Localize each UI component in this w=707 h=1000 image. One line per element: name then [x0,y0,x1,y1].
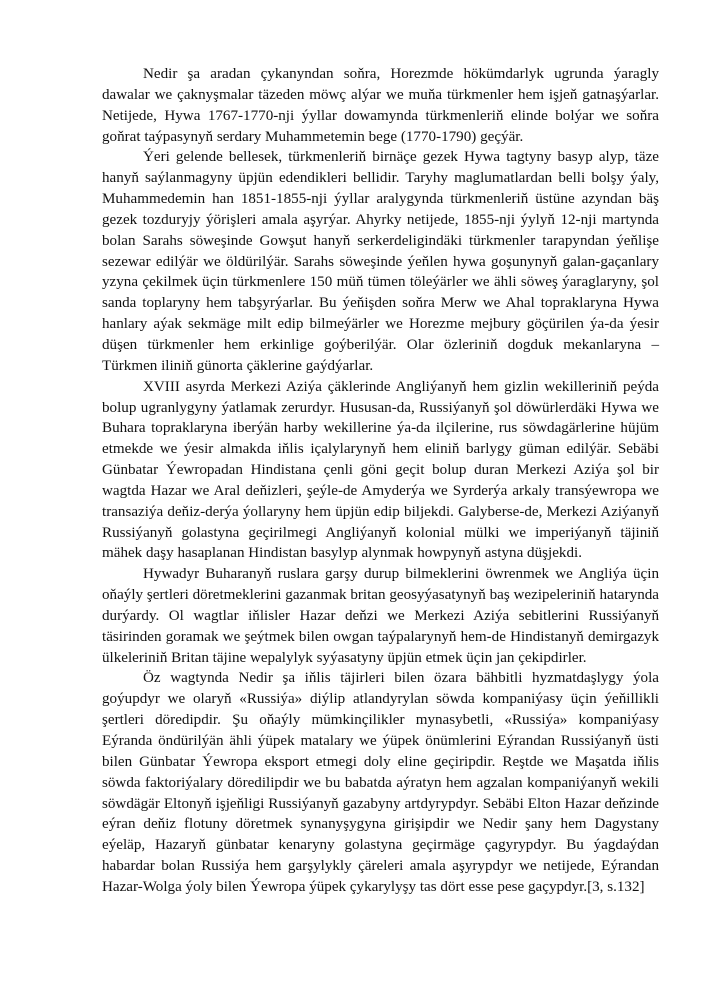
paragraph-5: Öz wagtynda Nedir şa iňlis täjirleri bilen özara bähbitli hyzmatdaşlygy ýola goýupdyr we olaryň «Russiýa» diýlip atlandyrylan söwda kompaniýasy üçin ýeňillikli şertleri döredipdir. Şu oňaýly mümkinçilikler mynasybetli, «Russiýa» kompaniýasy Eýranda öndürilýän ähli ýüpek matalary we ýüpek önümlerini Eýrandan Russiýanyň üsti bilen Günbatar Ýewropa eksport etmegi doly eline geçiripdir. Reştde we Maşatda iňlis söwda faktoriýalary döredilipdir we bu babatda aýratyn hem agzalan kompaniýanyň wekili söwdägär Eltonyň işjeňligi Russiýanyň gazabyny artdyrypdyr. Sebäbi Elton Hazar deňzinde eýran deňiz flotuny döretmek synanyşygyna girişipdir we Nedir şany hem Dagystany eýeläp, Hazaryň günbatar kenaryny golastyna geçirmäge çagyrypdyr. Bu ýagdaýdan habardar bolan Russiýa hem garşylykly çäreleri amala aşyrypdyr we netijede, Eýrandan Hazar-Wolga ýoly bilen Ýewropa ýüpek çykarylyşy tas dört esse pese gaçypdyr.[3, s.132] [102,670,659,895]
paragraph-1: Nedir şa aradan çykanyndan soňra, Horezmde hökümdarlyk ugrunda ýaragly dawalar we çaknyşmalar täzeden möwç alýar we muňa türkmenler hem işjeň gatnaşýarlar. Netijede, Hywa 1767-1770-nji ýyllar dowamynda türkmenleriň elinde bolýar we soňra goňrat taýpasynyň serdary Muhammetemin bege (1770-1790) geçýär. [102,66,659,145]
document-page [102,64,659,898]
paragraph-3: XVIII asyrda Merkezi Aziýa çäklerinde Angliýanyň hem gizlin wekilleriniň peýda bolup ugranlygyny ýatlamak zerurdyr. Hususan-da, Russiýanyň şol döwürlerdäki Hywa we Buhara topraklaryna iberýän harby wekillerine ýa-da ilçilerine, rus söwdagärlerine hüjüm etmekde we ýesir almakda iňlis içalylarynyň hem eliniň barlygy güman edilýär. Sebäbi Günbatar Ýewropadan Hindistana çenli göni geçit bolup duran Merkezi Aziýa şol bir wagtda Hazar we Aral deňizleri, şeýle-de Amyderýa we Syrderýa arkaly transýewropa we transaziýa deňiz-derýa ýollaryny hem üpjün edip biljekdi. Galyberse-de, Merkezi Aziýanyň Russiýanyň golastyna geçirilmegi Angliýanyň kolonial mülki we imperiýanyň täjiniň mähek daşy hasaplanan Hindistan basylyp alynmak howpynyň astyna düşjekdi. [102,378,659,562]
paragraph-2: Ýeri gelende bellesek, türkmenleriň birnäçe gezek Hywa tagtyny basyp alyp, täze hanyň saýlanmagyny üpjün edendikleri bellidir. Taryhy maglumatlardan belli bolşy ýaly, Muhammedemin han 1851-1855-nji ýyllar aralygynda türkmenleriň üstüne azyndan bäş gezek tozduryjy ýörişleri amala aşyrýar. Ahyrky netijede, 1855-nji ýylyň 12-nji martynda bolan Sarahs söweşinde Gowşut hanyň serkerdeligindäki türkmenler tarapyndan ýeňlişe sezewar edilýär we öldürilýär. Sarahs söweşinde ýeňlen hywa goşunynyň galan-gaçanlary yzyna çekilmek üçin türkmenlere 150 müň tümen töleýärler we ähli söweş ýaraglaryny, şol sanda toplaryny hem tabşyrýarlar. Bu ýeňişden soňra Merw we Ahal topraklaryna Hywa hanlary aýak sekmäge milt edip bilmeýärler we Horezme mejbury göçürilen ýa-da ýesir düşen türkmenler hem erkinlige goýberilýär. Olar özleriniň dogduk mekanlaryna – Türkmen iliniň günorta çäklerine gaýdýarlar. [102,149,659,374]
paragraph-4: Hywadyr Buharanyň ruslara garşy durup bilmeklerini öwrenmek we Angliýa üçin oňaýly şertleri döretmeklerini gazanmak britan geosyýasatynyň baş wezipeleriniň hatarynda durýardy. Ol wagtlar iňlisler Hazar deňzi we Merkezi Aziýa sebitlerini Russiýanyň täsirinden goramak we şeýtmek bilen owgan taýpalarynyň hem-de Hindistanyň demirgazyk ülkeleriniň Britan täjine wepalylyk syýasatyny üpjün etmek üçin jan çekipdirler. [102,566,659,666]
